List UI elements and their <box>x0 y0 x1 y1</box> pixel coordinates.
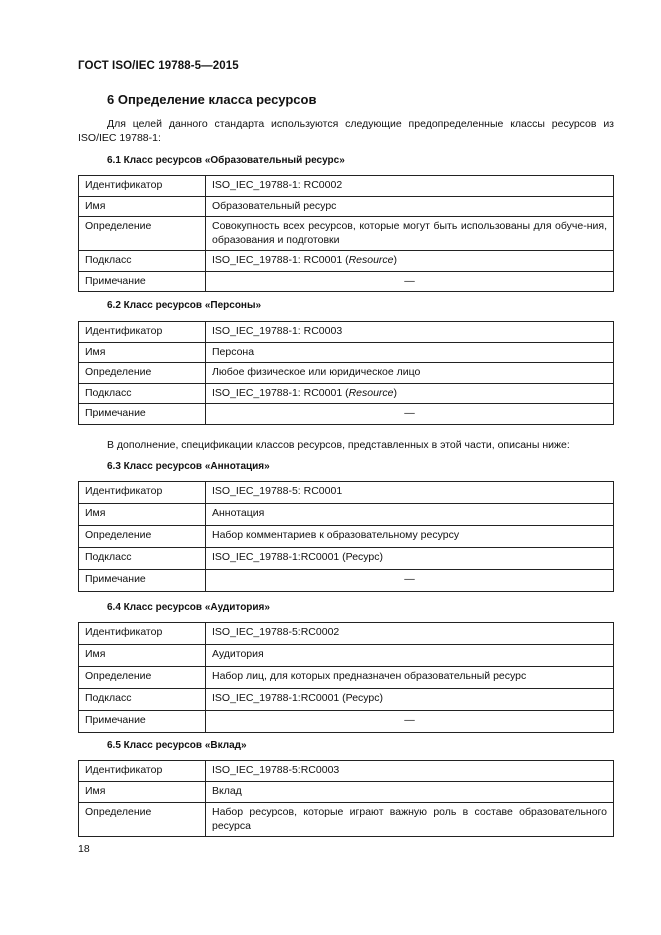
table-row <box>79 526 614 548</box>
table-row <box>79 623 614 645</box>
value-subclass <box>206 251 614 272</box>
class-table-6-1 <box>78 175 614 292</box>
document-header: ГОСТ ISO/IEC 19788-5—2015 <box>78 60 239 72</box>
label-name: Имя <box>79 504 206 526</box>
value-definition: Набор ресурсов, которые играют важную роль в составе образовательного ресурса <box>206 803 614 837</box>
class-table-6-3 <box>78 481 614 592</box>
label-identifier: Идентификатор <box>79 623 206 645</box>
label-subclass: Подкласс <box>79 689 206 711</box>
table-row <box>79 645 614 667</box>
value-note: — <box>206 404 614 425</box>
label-definition: Определение <box>79 217 206 251</box>
class-table-6-5 <box>78 760 614 837</box>
label-definition: Определение <box>79 667 206 689</box>
subsection-heading-6-2: 6.2 Класс ресурсов «Персоны» <box>107 300 262 311</box>
table-row <box>79 342 614 363</box>
subclass-prefix: ISO_IEC_19788-1: RC0001 ( <box>212 386 349 399</box>
value-name: Вклад <box>206 782 614 803</box>
table-row <box>79 196 614 217</box>
label-subclass: Подкласс <box>79 548 206 570</box>
label-note: Примечание <box>79 570 206 592</box>
subclass-prefix: ISO_IEC_19788-1: RC0001 ( <box>212 254 349 266</box>
value-identifier: ISO_IEC_19788-5:RC0003 <box>206 761 614 782</box>
intro-paragraph: Для целей данного стандарта используются следующие предопределенные классы ресурсов из ISO/IEC 19788-1: <box>78 118 614 144</box>
label-identifier: Идентификатор <box>79 176 206 197</box>
continuation-paragraph: В дополнение, спецификации классов ресурсов, представленных в этой части, описаны ниже: <box>107 439 570 451</box>
label-definition: Определение <box>79 803 206 837</box>
table-row <box>79 782 614 803</box>
value-identifier: ISO_IEC_19788-1: RC0003 <box>206 322 614 343</box>
value-note: — <box>206 711 614 733</box>
table-row <box>79 251 614 272</box>
section-title: 6 Определение класса ресурсов <box>107 92 317 107</box>
value-name: Образовательный ресурс <box>206 196 614 217</box>
subsection-heading-6-1: 6.1 Класс ресурсов «Образовательный ресурс» <box>107 155 345 166</box>
table-row <box>79 711 614 733</box>
label-definition: Определение <box>79 363 206 384</box>
value-name: Аннотация <box>206 504 614 526</box>
table-row <box>79 689 614 711</box>
table-row <box>79 404 614 425</box>
subsection-heading-6-3: 6.3 Класс ресурсов «Аннотация» <box>107 461 270 472</box>
table-row <box>79 363 614 384</box>
label-name: Имя <box>79 342 206 363</box>
table-row <box>79 504 614 526</box>
label-name: Имя <box>79 196 206 217</box>
page-number: 18 <box>78 843 90 855</box>
subsection-heading-6-5: 6.5 Класс ресурсов «Вклад» <box>107 740 247 751</box>
value-identifier: ISO_IEC_19788-5: RC0001 <box>206 482 614 504</box>
label-name: Имя <box>79 782 206 803</box>
value-identifier: ISO_IEC_19788-5:RC0002 <box>206 623 614 645</box>
table-row <box>79 271 614 292</box>
label-identifier: Идентификатор <box>79 322 206 343</box>
table-row <box>79 803 614 837</box>
table-row <box>79 667 614 689</box>
label-note: Примечание <box>79 711 206 733</box>
value-name: Персона <box>206 342 614 363</box>
table-row <box>79 322 614 343</box>
subclass-suffix: ) <box>393 254 398 266</box>
value-subclass: ISO_IEC_19788-1:RC0001 (Ресурс) <box>206 548 614 570</box>
table-row <box>79 570 614 592</box>
label-definition: Определение <box>79 526 206 548</box>
subsection-heading-6-4: 6.4 Класс ресурсов «Аудитория» <box>107 602 270 613</box>
table-row <box>79 217 614 251</box>
label-subclass: Подкласс <box>79 383 206 404</box>
label-name: Имя <box>79 645 206 667</box>
subclass-italic: Resource <box>348 254 394 266</box>
class-table-6-4 <box>78 622 614 733</box>
value-definition: Совокупность всех ресурсов, которые могут быть использованы для обуче-ния, образования и подготовки <box>206 217 614 251</box>
subclass-suffix: ) <box>393 386 398 399</box>
table-row <box>79 176 614 197</box>
value-note: — <box>206 271 614 292</box>
class-table-6-2 <box>78 321 614 425</box>
value-identifier: ISO_IEC_19788-1: RC0002 <box>206 176 614 197</box>
table-row <box>79 383 614 404</box>
value-subclass <box>206 383 614 404</box>
table-row <box>79 482 614 504</box>
label-subclass: Подкласс <box>79 251 206 272</box>
table-row <box>79 548 614 570</box>
value-definition: Набор лиц, для которых предназначен образовательный ресурс <box>206 667 614 689</box>
value-definition: Любое физическое или юридическое лицо <box>206 363 614 384</box>
value-name: Аудитория <box>206 645 614 667</box>
label-note: Примечание <box>79 271 206 292</box>
label-note: Примечание <box>79 404 206 425</box>
label-identifier: Идентификатор <box>79 761 206 782</box>
value-definition: Набор комментариев к образовательному ресурсу <box>206 526 614 548</box>
value-subclass: ISO_IEC_19788-1:RC0001 (Ресурс) <box>206 689 614 711</box>
subclass-italic: Resource <box>348 386 394 399</box>
label-identifier: Идентификатор <box>79 482 206 504</box>
table-row <box>79 761 614 782</box>
value-note: — <box>206 570 614 592</box>
